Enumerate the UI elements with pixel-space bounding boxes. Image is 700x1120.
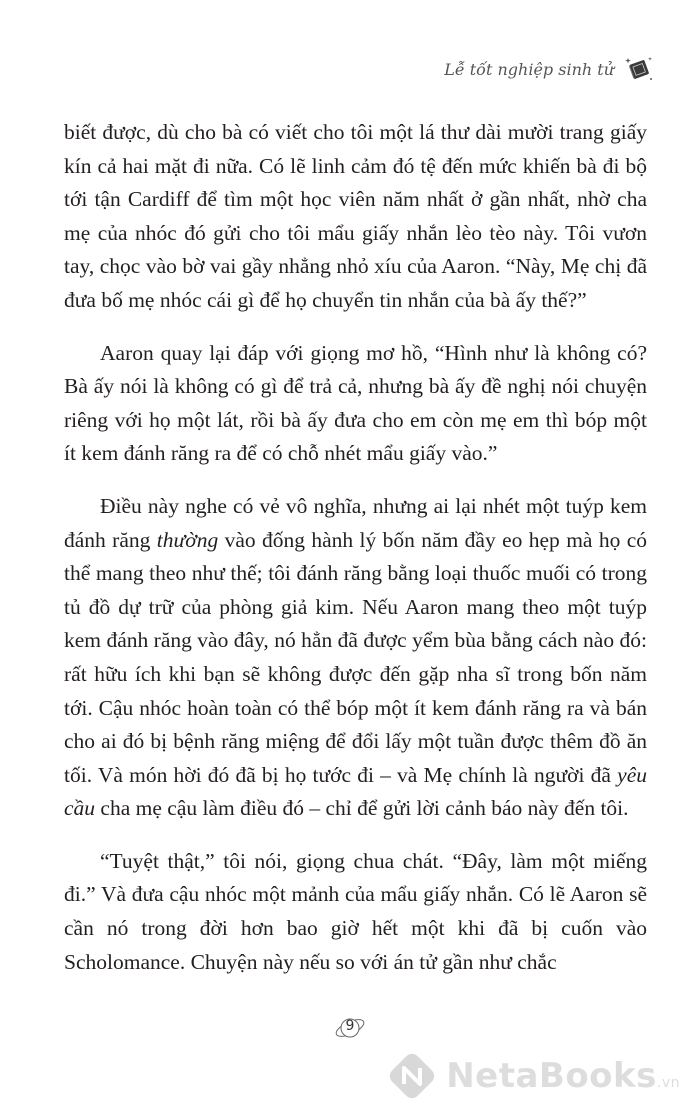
page-number-ornament [332, 1010, 368, 1046]
publisher-watermark [386, 1050, 680, 1102]
book-title: Lễ tốt nghiệp sinh tử [444, 59, 614, 79]
watermark-text: NetaBooks.vn [446, 1056, 680, 1096]
paragraph-text: biết được, dù cho bà có viết cho tôi một lá thư dài mười trang giấy kín cả hai mặt đi nữa. Có lẽ linh cảm đó tệ đến mức khiến bà đi bộ tới tận Cardiff để tìm một học viên năm nhất ở gần nhất, nhờ cha mẹ của nhóc đó gửi cho tôi mẩu giấy nhắn lèo tèo này. Tôi vươn tay, chọc vào bờ vai gầy nhẳng nhỏ xíu của Aaron. “Này, Mẹ chị đã đưa bố mẹ nhóc cái gì để họ chuyển tin nhắn của bà ấy thế?” [64, 120, 647, 312]
netabooks-logo-icon [386, 1050, 438, 1102]
paragraph-text: Điều này nghe có vẻ vô nghĩa, nhưng ai lại nhét một tuýp kem đánh răng [64, 493, 647, 552]
book-icon [624, 54, 654, 84]
italic-text: thường [156, 527, 219, 552]
body-text [64, 116, 647, 998]
running-header [444, 54, 654, 84]
paragraph [64, 337, 647, 471]
paragraph [64, 845, 647, 979]
paragraph [64, 116, 647, 318]
paragraph-text: vào đống hành lý bốn năm đầy eo hẹp mà họ có thể mang theo như thế; tôi đánh răng bằng loại thuốc muối có trong tủ đồ dự trữ của phòng giả kim. Nếu Aaron mang theo một tuýp kem đánh răng vào đây, nó hẳn đã được yểm bùa bằng cách nào đó: rất hữu ích khi bạn sẽ không được đến gặp nha sĩ trong bốn năm tới. Cậu nhóc hoàn toàn có thể bóp một ít kem đánh răng ra và bán cho ai đó bị bệnh răng miệng để đổi lấy một tuần được thêm đồ ăn tối. Và món hời đó đã bị họ tước đi – và Mẹ chính là người đã [64, 527, 648, 787]
paragraph-text: Aaron quay lại đáp với giọng mơ hồ, “Hình như là không có? Bà ấy nói là không có gì để trả cả, nhưng bà ấy đề nghị nói chuyện riêng với họ một lát, rồi bà ấy đưa cho em còn mẹ em thì bóp một ít kem đánh răng ra để có chỗ nhét mẩu giấy vào.” [64, 340, 647, 466]
italic-text: yêu cầu [64, 762, 647, 821]
paragraph-text: cha mẹ cậu làm điều đó – chỉ để gửi lời cảnh báo này đến tôi. [95, 796, 629, 821]
page-number: 9 [345, 1018, 355, 1034]
paragraph-text: “Tuyệt thật,” tôi nói, giọng chua chát. “Đây, làm một miếng đi.” Và đưa cậu nhóc một mảnh của mẩu giấy nhắn. Có lẽ Aaron sẽ cần nó trong đời hơn bao giờ hết một khi đã bị cuốn vào Scholomance. Chuyện này nếu so với án tử gần như chắc [64, 848, 647, 974]
page-footer [0, 1010, 700, 1051]
paragraph [64, 490, 647, 826]
